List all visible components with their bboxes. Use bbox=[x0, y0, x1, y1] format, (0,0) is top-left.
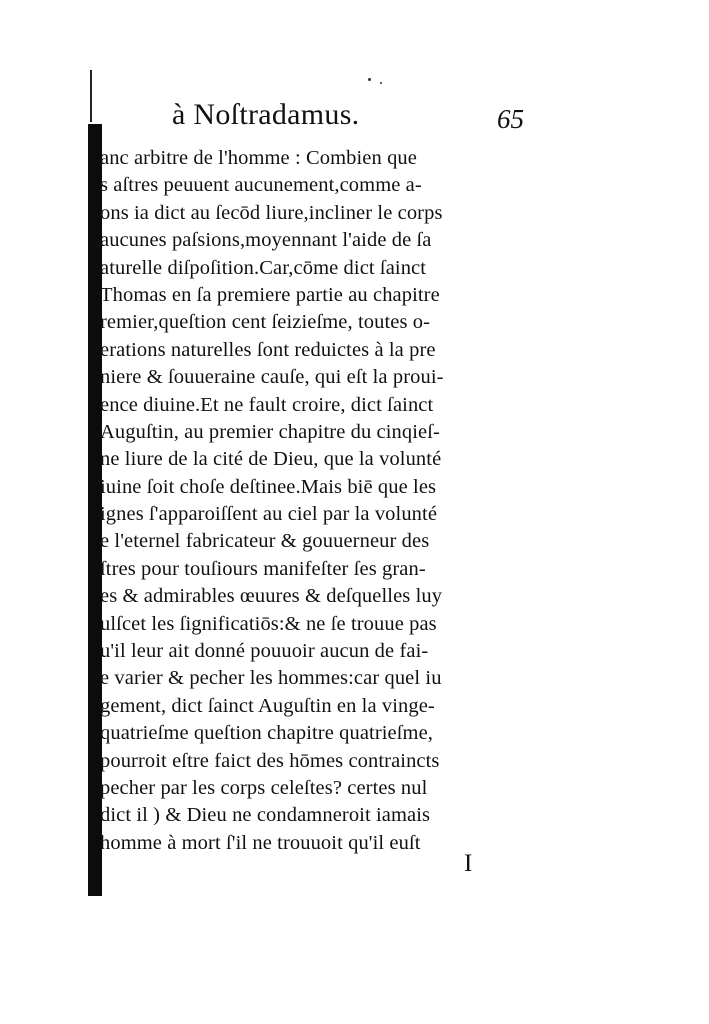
text-line: homme à mort ſ'il ne trouuoit qu'il euſt bbox=[100, 831, 421, 854]
ink-speck bbox=[368, 78, 371, 81]
binding-shadow-thin bbox=[90, 70, 92, 122]
text-line: erations naturelles ſont reduictes à la pre bbox=[100, 338, 436, 361]
text-line: e l'eternel fabricateur & gouuerneur des bbox=[100, 530, 430, 553]
text-line: gement, dict ſainct Auguſtin en la vinge- bbox=[100, 694, 435, 717]
text-line: remier,queſtion cent ſeizieſme, toutes o- bbox=[100, 311, 431, 334]
ink-speck bbox=[380, 82, 382, 84]
page-number: 65 bbox=[497, 104, 524, 134]
text-line: ence diuine.Et ne fault croire, dict ſainct bbox=[100, 393, 434, 416]
text-line: pecher par les corps celeſtes? certes nul bbox=[100, 776, 428, 799]
text-line: quatrieſme queſtion chapitre quatrieſme, bbox=[100, 722, 434, 745]
running-header: à Noſtradamus. bbox=[172, 98, 360, 131]
body-text bbox=[100, 145, 545, 857]
text-line: Auguſtin, au premier chapitre du cinqieſ- bbox=[100, 420, 440, 443]
text-line: aucunes paſsions,moyennant l'aide de ſa bbox=[100, 229, 432, 252]
text-line: dict il ) & Dieu ne condamneroit iamais bbox=[100, 804, 431, 827]
text-line: Thomas en ſa premiere partie au chapitre bbox=[100, 283, 440, 306]
text-line: aturelle diſpoſition.Car,cōme dict ſainct bbox=[100, 256, 427, 279]
text-line: ignes ſ'apparoiſſent au ciel par la volunté bbox=[100, 503, 438, 526]
text-line: niere & ſouueraine cauſe, qui eſt la proui- bbox=[100, 366, 444, 389]
text-line: iuine ſoit choſe deſtinee.Mais biē que les bbox=[100, 475, 437, 498]
text-line: pourroit eſtre faict des hōmes contraincts bbox=[100, 749, 440, 772]
text-line: e varier & pecher les hommes:car quel iu bbox=[100, 667, 442, 690]
text-line: ons ia dict au ſecōd liure,incliner le corps bbox=[100, 201, 443, 224]
text-line: s aſtres peuuent aucunement,comme a- bbox=[100, 174, 422, 197]
text-line: anc arbitre de l'homme : Combien que bbox=[100, 147, 417, 169]
text-line: es & admirables œuures & deſquelles luy bbox=[100, 585, 443, 608]
text-line: ſtres pour touſiours manifeſter ſes gran- bbox=[100, 557, 426, 580]
signature-mark: I bbox=[464, 850, 473, 877]
text-line: ne liure de la cité de Dieu, que la volunté bbox=[100, 448, 442, 471]
text-line: u'il leur ait donné pouuoir aucun de fai- bbox=[100, 640, 429, 663]
text-line: ulſcet les ſignificatiōs:& ne ſe trouue pas bbox=[100, 612, 437, 635]
